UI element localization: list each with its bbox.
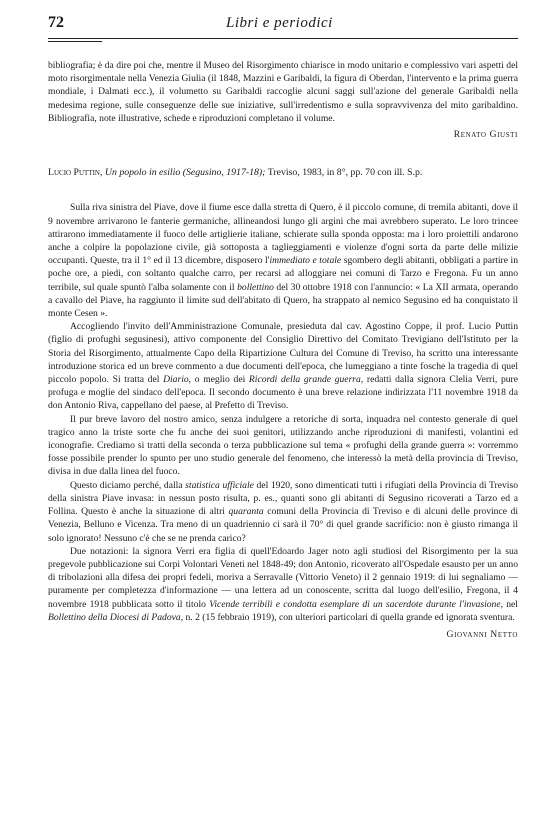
review-paragraph-4 [48,479,518,545]
review-paragraph-2 [48,320,518,412]
p5-emphasis-a: Vicende terribili e condotta esemplare di un sacerdote durante l'invasione [209,598,501,610]
book-title: Un popolo in esilio (Segusino, 1917-18); [104,167,266,179]
p2-emphasis-b: Ricordi della grande guerra [248,374,361,386]
section-gap [48,140,518,166]
review-paragraph-5 [48,545,518,624]
review1-signature: Renato Giusti [453,129,518,141]
p2-emphasis-a: Diario [163,374,189,386]
p1-text-c: del 30 ottobre 1918 con l'annuncio: « La XII armata, operando a cavallo del Piave, ha raggiunto il limite sud dell'abitato di Quero, ha strappato al nemico Segusino ed ha conquistato il monte Cesen ». [48,281,518,320]
page [48,12,518,640]
review-paragraph-1 [48,201,518,320]
review-body [48,201,518,624]
review-continuation [48,59,518,125]
p4-emphasis-b: quaranta [228,506,264,518]
p4-text-a: Questo diciamo perché, dalla [70,479,186,491]
book-author: Lucio Puttin, [48,167,103,179]
p5-emphasis-b: Bollettino della Diocesi di Padova [48,611,181,623]
p4-text-b: del 1920, sono dimenticati tutti i rifugiati della Provincia di Treviso della sinistra Piave invasa: in nessun posto risulta, p. es., quanti sono gli abitanti di Segusino ricoverati a Tarzo ed a Follina. Questo è anche la situazione di altri [48,479,518,518]
page-header [48,12,518,39]
review2-signature: Giovanni Netto [446,628,518,640]
p1-text-b: sgombero degli abitanti, obbligati a partire in poche ore, a piedi, con soltanto qualche carro, per recarsi ad alloggiare nei comuni di Tarzo e Fregona. Fu un anno terribile, sul quale spuntò l'alba solamente con il [48,255,519,293]
bibliographic-entry [48,166,518,179]
p1-emphasis-b: bollettino [237,281,274,293]
running-title: Libri e periodici [226,15,333,31]
p2-text-c: , redatti dalla signora Clelia Verri, pure profuga e moglie del sindaco dell'epoca. Il secondo documento è una breve relazione indirizzata l'11 novembre 1918 da don Antonio Riva, cappellano del paese, al Prefetto di Treviso. [48,374,519,412]
p4-emphasis-a: statistica ufficiale [185,479,254,491]
review-paragraph-3: Il pur breve lavoro del nostro amico, senza indulgere a retoriche di sorta, inquadra nel contesto generale di quel tragico anno la triste sorte che fu anche dei suoi genitori, utilizzando anche riproduzioni di manifesti, volantini ed iconografie. Crediamo si tratti della seconda o terza pubblicazione sul tema « profughi della grande guerra »: vorremmo fosse possibile prender lo spunto per uno studio generale del fenomeno, che interessò la metà della provincia di Treviso, divisa in due dalla linea del fuoco. [48,413,518,478]
p2-text-b: , o meglio dei [188,374,249,386]
p1-text-a: Sulla riva sinistra del Piave, dove il fiume esce dalla stretta di Quero, è il piccolo comune, di tremila abitanti, dove il 9 novembre arrivarono le fanterie germaniche, allineandosi lungo gli argini che mai avrebbero superato. Le loro trincee attirarono immediatamente il fuoco delle artiglierie italiane, schierate sulla sponda opposta: ma i loro proiettili andarono anche a colpire la popolazione civile, già sottoposta a taglieggiamenti e violenze d'ogni sorta da parte delle milizie occupanti. Queste, tra il 1° ed il 13 dicembre, disposero l' [48,202,518,267]
p2-text-a: Accogliendo l'invito dell'Amministrazione Comunale, presieduta dal cav. Agostino Coppe, il prof. Lucio Puttin (figlio di profughi segusinesi), attivo componente del Consiglio Direttivo del Comitato Trevigiano dell'Istituto per la Storia del Risorgimento, attualmente Capo della Ripartizione Cultura del Comune di Treviso, ha scritto una interessante introduzione storica ed un breve commento a due documenti dell'epoca, che lumeggiano a tinte fosche la tragedia di quel piccolo popolo. Si tratta del [48,321,518,386]
book-publication: Treviso, 1983, in 8°, pp. 70 con ill. S.p. [267,167,423,179]
p5-text-c: , n. 2 (15 febbraio 1919), con ulteriori particolari di quella grande ed ignorata sventura. [180,611,515,623]
p5-text-b: , nel [500,598,518,610]
p5-text-a: Due notazioni: la signora Verri era figlia di quell'Edoardo Jager noto agli studiosi del Risorgimento per la sua pregevole pubblicazione sui Corpi Volontari Veneti nel 1848-49; don Antonio, ricoverato all'Ospedale esausto per un anno di tribolazioni alla difesa dei propri fedeli, moriva a Serravalle (Vittorio Veneto) il 2 gennaio 1919: di lui segnaliamo — puramente per completezza d'informazione — una lettera ad un conoscente, scritta dal luogo dell'esilio, Fregona, il 4 novembre 1918 pubblicata sotto il titolo [48,545,518,610]
p1-emphasis-a: immediato e totale [269,255,342,267]
p4-text-c: comuni della Provincia di Treviso e di alcuni delle province di Venezia, Belluno e Vicenza. Tra meno di un quadriennio ci sarà il 70° di quel grande sacrificio: non è giusto rimanga il solo ignorato! Nessuno c'è che se ne prenda carico? [48,506,518,544]
continuation-paragraph: bibliografia; è da dire poi che, mentre il Museo del Risorgimento chiarisce in modo unitario e complessivo vari aspetti del moto risorgimentale nella Venezia Giulia (il 1848, Mazzini e Garibaldi, la figura di Oberdan, l'intervento e la prima guerra mondiale, i Dalmati ecc.), il volumetto su Garibaldi raccoglie alcuni saggi sull'azione del generale Garibaldi nella medesima regione, sulle conseguenze delle sue iniziative, sull'irredentismo e sulla sopravvivenza del mito garibaldino. Bibliografia, note illustrative, schede e riproduzioni completano il volume. [48,60,518,124]
page-number: 72 [48,14,64,31]
header-rule [48,41,102,42]
